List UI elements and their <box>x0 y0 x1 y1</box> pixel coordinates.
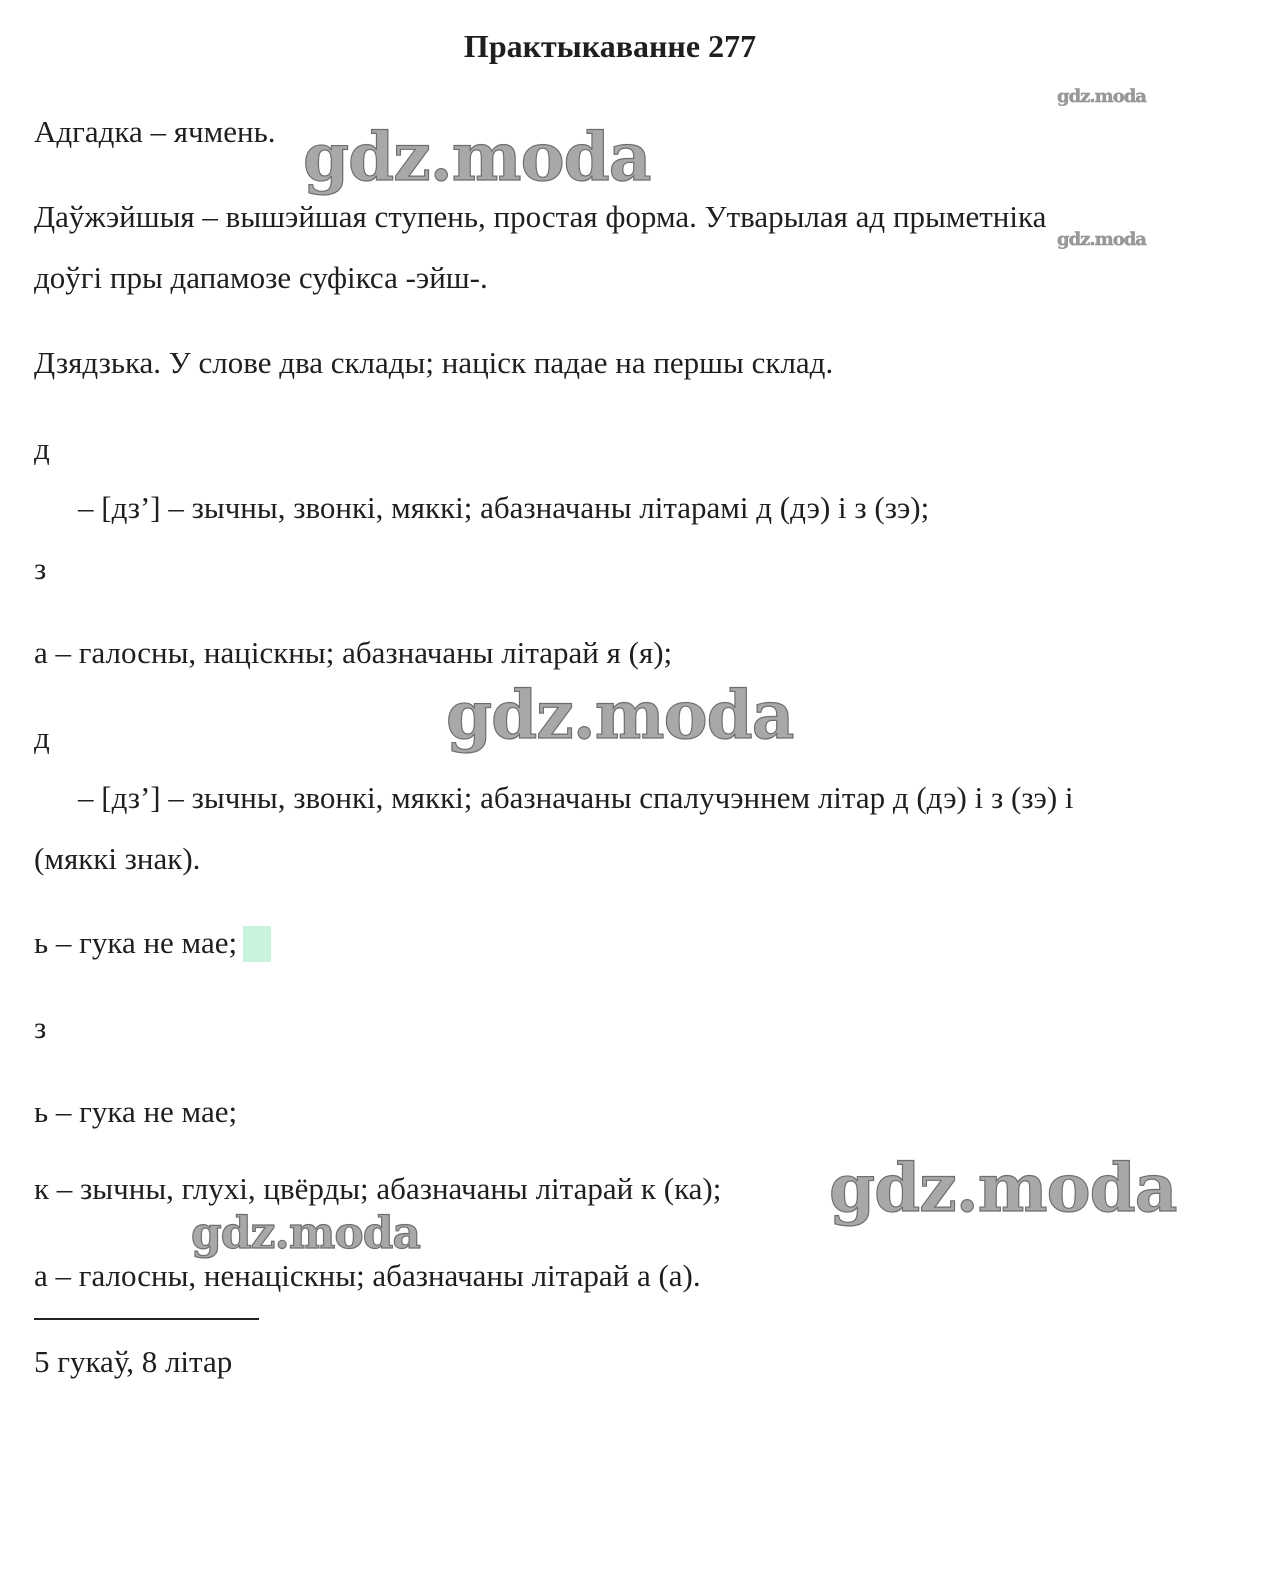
watermark-medium: gdz.moda <box>191 1208 421 1259</box>
letter-z-1: з <box>34 551 47 586</box>
soft-sign-no-sound-1: ь – гука не мае; <box>34 925 238 960</box>
soft-sign-no-sound-2: ь – гука не мае; <box>34 1094 238 1129</box>
watermark-large-3: gdz.moda <box>829 1149 1177 1227</box>
sound-k: к – зычны, глухі, цвёрды; абазначаны літарай к (ка); <box>34 1171 722 1206</box>
sound-dz-1: – [дз’] – зычны, звонкі, мяккі; абазначаны літарамі д (дэ) і з (зэ); <box>78 490 930 525</box>
sound-dz-2: – [дз’] – зычны, звонкі, мяккі; абазначаны спалучэннем літар д (дэ) і з (зэ) і <box>78 780 1074 815</box>
letter-d-1: д <box>34 431 50 466</box>
watermark-large-1: gdz.moda <box>303 118 651 196</box>
sound-a-stressed: а – галосны, націскны; абазначаны літарай я (я); <box>34 635 673 670</box>
watermark-small-top: gdz.moda <box>1057 86 1146 107</box>
answer-riddle: Адгадка – ячмень. <box>34 114 276 149</box>
footnote-summary: 5 гукаў, 8 літар <box>34 1344 233 1379</box>
highlight-mark <box>243 926 271 962</box>
sound-a-unstressed: а – галосны, ненаціскны; абазначаны літарай а (а). <box>34 1258 701 1293</box>
exercise-title: Практыкаванне 277 <box>463 28 757 64</box>
watermark-small-mid: gdz.moda <box>1057 229 1146 250</box>
syllable-analysis: Дзядзька. У слове два склады; націск падае на першы склад. <box>34 345 834 380</box>
word-analysis-line-2: доўгі пры дапамозе суфікса -эйш-. <box>34 260 488 295</box>
letter-d-2: д <box>34 720 50 755</box>
soft-sign-note: (мяккі знак). <box>34 841 201 876</box>
letter-z-2: з <box>34 1010 47 1045</box>
word-analysis-line-1: Даўжэйшыя – вышэйшая ступень, простая форма. Утварылая ад прыметніка <box>34 199 1047 234</box>
watermark-large-2: gdz.moda <box>446 676 794 754</box>
footnote-divider <box>34 1318 259 1320</box>
